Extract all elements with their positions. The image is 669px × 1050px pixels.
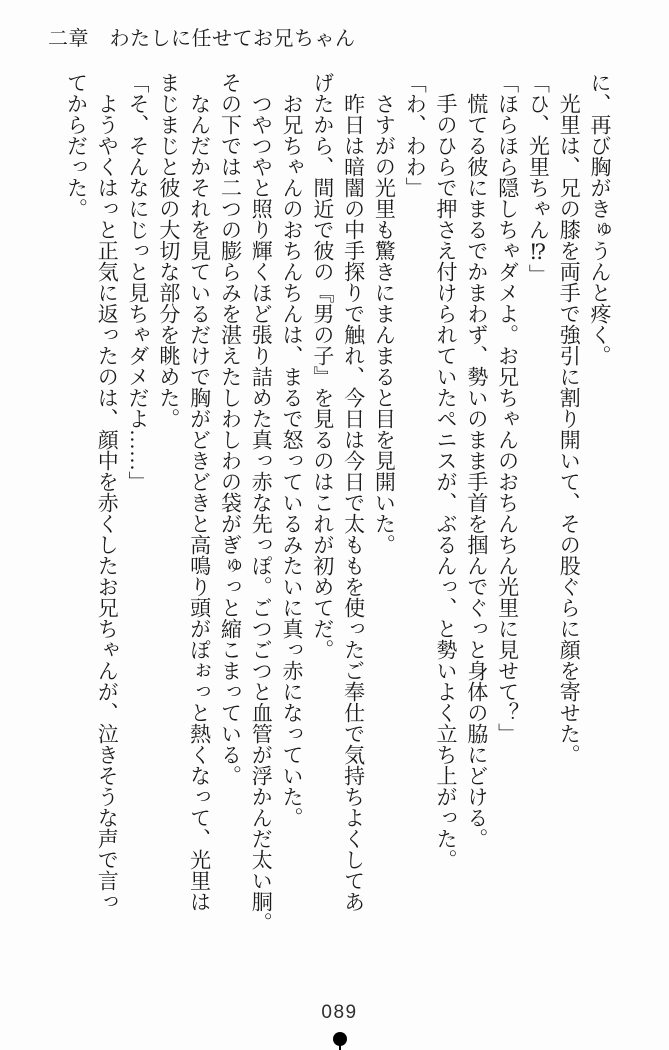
text-column: 「ほらほら隠しちゃダメよ。お兄ちゃんのおちんちん光里に見せて？」 bbox=[495, 72, 520, 744]
text-column: 「ひ、光里ちゃん⁉」 bbox=[526, 72, 551, 285]
text-column: に、再び胸がきゅうんと疼く。 bbox=[588, 72, 612, 366]
text-column: 昨日は暗闇の中手探りで触れ、今日は今日で太ももを使ったご奉仕で気持ちよくしてあ bbox=[341, 72, 366, 912]
text-column: お兄ちゃんのおちんちんは、まるで怒っているみたいに真っ赤になっていた。 bbox=[280, 72, 305, 828]
text-column: 「わ、わわ」 bbox=[403, 72, 428, 198]
page-marker-dot-icon bbox=[333, 1032, 347, 1046]
text-column: ようやくはっと正気に返ったのは、顔中を赤くしたお兄ちゃんが、泣きそうな声で言っ bbox=[95, 72, 120, 912]
body-text bbox=[61, 72, 615, 964]
text-column: 手のひらで押さえ付けられていたペニスが、ぶるんっ、と勢いよく立ち上がった。 bbox=[434, 72, 459, 870]
text-column: その下では二つの膨らみを湛えたしわしわの袋がぎゅっと縮こまっている。 bbox=[218, 72, 243, 786]
text-column: 光里は、兄の膝を両手で強引に割り開いて、その股ぐらに顔を寄せた。 bbox=[557, 72, 582, 765]
text-column: 慌てる彼にまるでかまわず、勢いのまま手首を掴んでぐっと身体の脇にどける。 bbox=[464, 72, 489, 849]
chapter-header: 二章 わたしに任せてお兄ちゃん bbox=[48, 28, 356, 50]
text-column: てからだった。 bbox=[64, 72, 89, 219]
text-column: なんだかそれを見ているだけで胸がどきどきと高鳴り頭がぽぉっと熱くなって、光里は bbox=[187, 72, 212, 912]
text-column: つやつやと照り輝くほど張り詰めた真っ赤な先っぽ。ごつごつと血管が浮かんだ太い胴。 bbox=[249, 72, 274, 933]
text-column: さすがの光里も驚きにまんまると目を見開いた。 bbox=[372, 72, 397, 555]
text-column: げたから、間近で彼の『男の子』を見るのはこれが初めてだ。 bbox=[310, 72, 335, 660]
page-number: 089 bbox=[321, 1002, 358, 1023]
text-column: まじまじと彼の大切な部分を眺めた。 bbox=[156, 72, 181, 429]
text-column: 「そ、そんなにじっと見ちゃダメだよ……」 bbox=[126, 72, 151, 492]
